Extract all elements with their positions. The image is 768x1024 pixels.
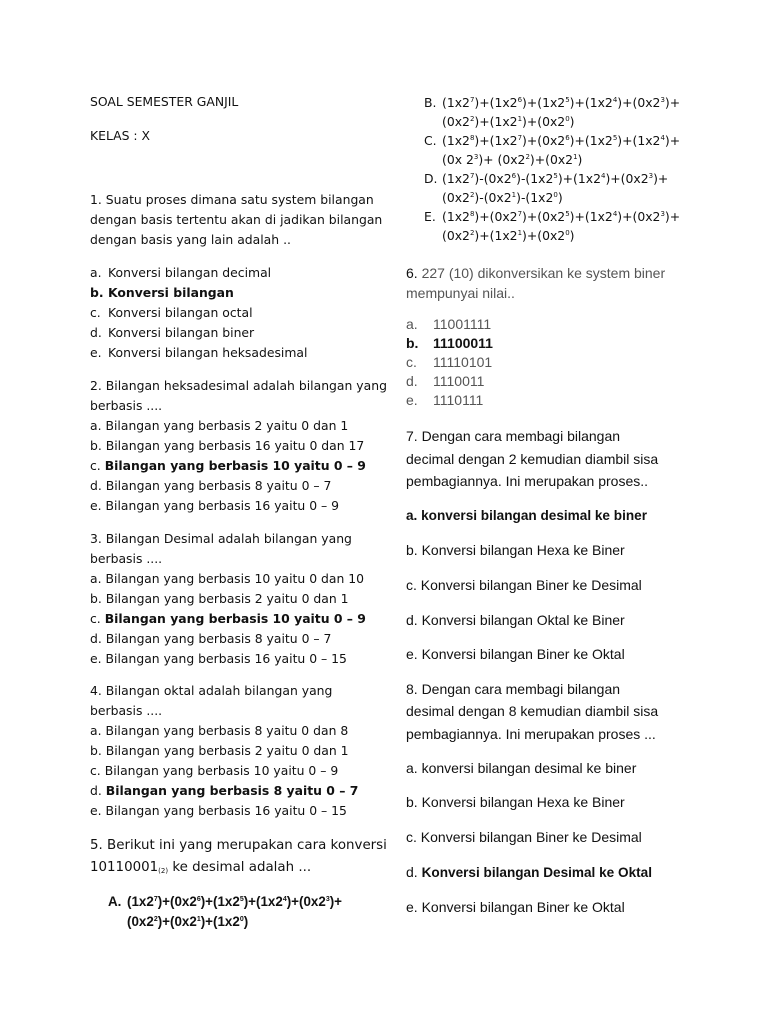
- q3-option-b: b. Bilangan yang berbasis 2 yaitu 0 dan 1: [90, 591, 349, 606]
- q8-option-e: e. Konversi bilangan Biner ke Oktal: [406, 899, 625, 915]
- document-title: SOAL SEMESTER GANJIL: [90, 94, 239, 109]
- q4-text-line-1: 4. Bilangan oktal adalah bilangan yang: [90, 683, 333, 698]
- q6-option-b-answer: b. 11100011: [406, 335, 493, 351]
- q5-option-c: C. $(1x2^8)+(1x2^7)+(0x2^6)+(1x2^5)+(1x2^4)+(0x$ $2^3)+ (0x2^2)+(0x2^1)$: [424, 133, 681, 167]
- q3-option-d: d. Bilangan yang berbasis 8 yaitu 0 – 7: [90, 631, 332, 646]
- q7-option-a-answer: a. konversi bilangan desimal ke biner: [406, 508, 648, 523]
- q8-text-line-2: desimal dengan 8 kemudian diambil sisa: [406, 703, 659, 719]
- q2-text-line-1: 2. Bilangan heksadesimal adalah bilangan yang: [90, 378, 387, 393]
- q1-option-c: c. Konversi bilangan octal: [90, 305, 253, 320]
- q7-text-line-2: decimal dengan 2 kemudian diambil sisa: [406, 451, 659, 467]
- q3-text-line-1: 3. Bilangan Desimal adalah bilangan yang: [90, 531, 352, 546]
- q3-text-line-2: berbasis ....: [90, 551, 163, 566]
- q5-text-line-1: 5. Berikut ini yang merupakan cara konversi: [90, 838, 387, 853]
- q5-option-e: E. $(1x2^8)+(0x2^7)+(0x2^5)+(1x2^4)+(0x2^3)+ (0x2^2)+(1x2^1)+(0x2^0)$: [424, 209, 681, 243]
- q6-option-c: c. 11110101: [406, 354, 493, 370]
- q3-option-e: e. Bilangan yang berbasis 16 yaitu 0 – 15: [90, 651, 347, 666]
- q2-option-a: a. Bilangan yang berbasis 2 yaitu 0 dan 1: [90, 418, 349, 433]
- q1-option-e: e. Konversi bilangan heksadesimal: [90, 345, 308, 360]
- q2-text-line-2: berbasis ....: [90, 398, 163, 413]
- q4-option-b: b. Bilangan yang berbasis 2 yaitu 0 dan 1: [90, 743, 349, 758]
- q1-option-a: a. Konversi bilangan decimal: [90, 265, 272, 280]
- q5-option-a-answer: A. $(1x2^7)+(0x2^6)+(1x2^5)+(1x2^4)+(0x2^3)+ (0x2^2)+(0x2^1)+(1x2^0)$: [108, 894, 342, 929]
- q4-option-d-answer: d. Bilangan yang berbasis 8 yaitu 0 – 7: [90, 783, 359, 798]
- q5-option-b: B. $(1x2^7)+(1x2^6)+(1x2^5)+(1x2^4)+(0x2^3)+ (0x2^2)+(1x2^1)+(0x2^0)$: [424, 95, 681, 129]
- q1-option-d: d. Konversi bilangan biner: [90, 325, 255, 340]
- q6-text-line-1: 6. 227 (10) dikonversikan ke system biner: [406, 265, 666, 281]
- q8-option-d-answer: d. Konversi bilangan Desimal ke Oktal: [406, 864, 653, 880]
- q3-option-a: a. Bilangan yang berbasis 10 yaitu 0 dan 10: [90, 571, 365, 586]
- class-label: KELAS : X: [90, 128, 151, 143]
- q2-option-d: d. Bilangan yang berbasis 8 yaitu 0 – 7: [90, 478, 332, 493]
- q7-option-e: e. Konversi bilangan Biner ke Oktal: [406, 646, 625, 662]
- q2-option-c-answer: c. Bilangan yang berbasis 10 yaitu 0 – 9: [90, 458, 366, 473]
- q6-text-line-2: mempunyai nilai..: [406, 285, 515, 301]
- q1-text-line-1: 1. Suatu proses dimana satu system bilangan: [90, 192, 374, 207]
- q7-option-b: b. Konversi bilangan Hexa ke Biner: [406, 542, 625, 558]
- q6-option-d: d. 1110011: [406, 373, 485, 389]
- q7-text-line-1: 7. Dengan cara membagi bilangan: [406, 428, 621, 444]
- q8-option-a: a. konversi bilangan desimal ke biner: [406, 760, 637, 776]
- q7-option-c: c. Konversi bilangan Biner ke Desimal: [406, 577, 642, 593]
- q4-option-c: c. Bilangan yang berbasis 10 yaitu 0 – 9: [90, 763, 339, 778]
- q5-text-line-2: $10110001_{(2)}$ ke desimal adalah ...: [90, 860, 312, 875]
- q8-text-line-1: 8. Dengan cara membagi bilangan: [406, 681, 621, 697]
- q2-option-e: e. Bilangan yang berbasis 16 yaitu 0 – 9: [90, 498, 340, 513]
- q1-text-line-2: dengan basis tertentu akan di jadikan bilangan: [90, 212, 383, 227]
- q8-option-b: b. Konversi bilangan Hexa ke Biner: [406, 794, 625, 810]
- q7-text-line-3: pembagiannya. Ini merupakan proses..: [406, 473, 649, 489]
- q4-text-line-2: berbasis ....: [90, 703, 163, 718]
- q8-option-c: c. Konversi bilangan Biner ke Desimal: [406, 829, 642, 845]
- q4-option-e: e. Bilangan yang berbasis 16 yaitu 0 – 15: [90, 803, 347, 818]
- q5-option-d: D. $(1x2^7)-(0x2^6)-(1x2^5)+(1x2^4)+(0x2^3)+ (0x2^2)-(0x2^1)-(1x2^0)$: [424, 171, 669, 205]
- q8-text-line-3: pembagiannya. Ini merupakan proses ...: [406, 726, 656, 742]
- q2-option-b: b. Bilangan yang berbasis 16 yaitu 0 dan 17: [90, 438, 365, 453]
- q1-option-b-answer: b. Konversi bilangan: [90, 285, 234, 300]
- q7-option-d: d. Konversi bilangan Oktal ke Biner: [406, 612, 625, 628]
- q3-option-c-answer: c. Bilangan yang berbasis 10 yaitu 0 – 9: [90, 611, 366, 626]
- q1-text-line-3: dengan basis yang lain adalah ..: [90, 232, 291, 247]
- q6-option-a: a. 11001111: [406, 316, 492, 332]
- q6-option-e: e. 1110111: [406, 392, 484, 408]
- q4-option-a: a. Bilangan yang berbasis 8 yaitu 0 dan 8: [90, 723, 349, 738]
